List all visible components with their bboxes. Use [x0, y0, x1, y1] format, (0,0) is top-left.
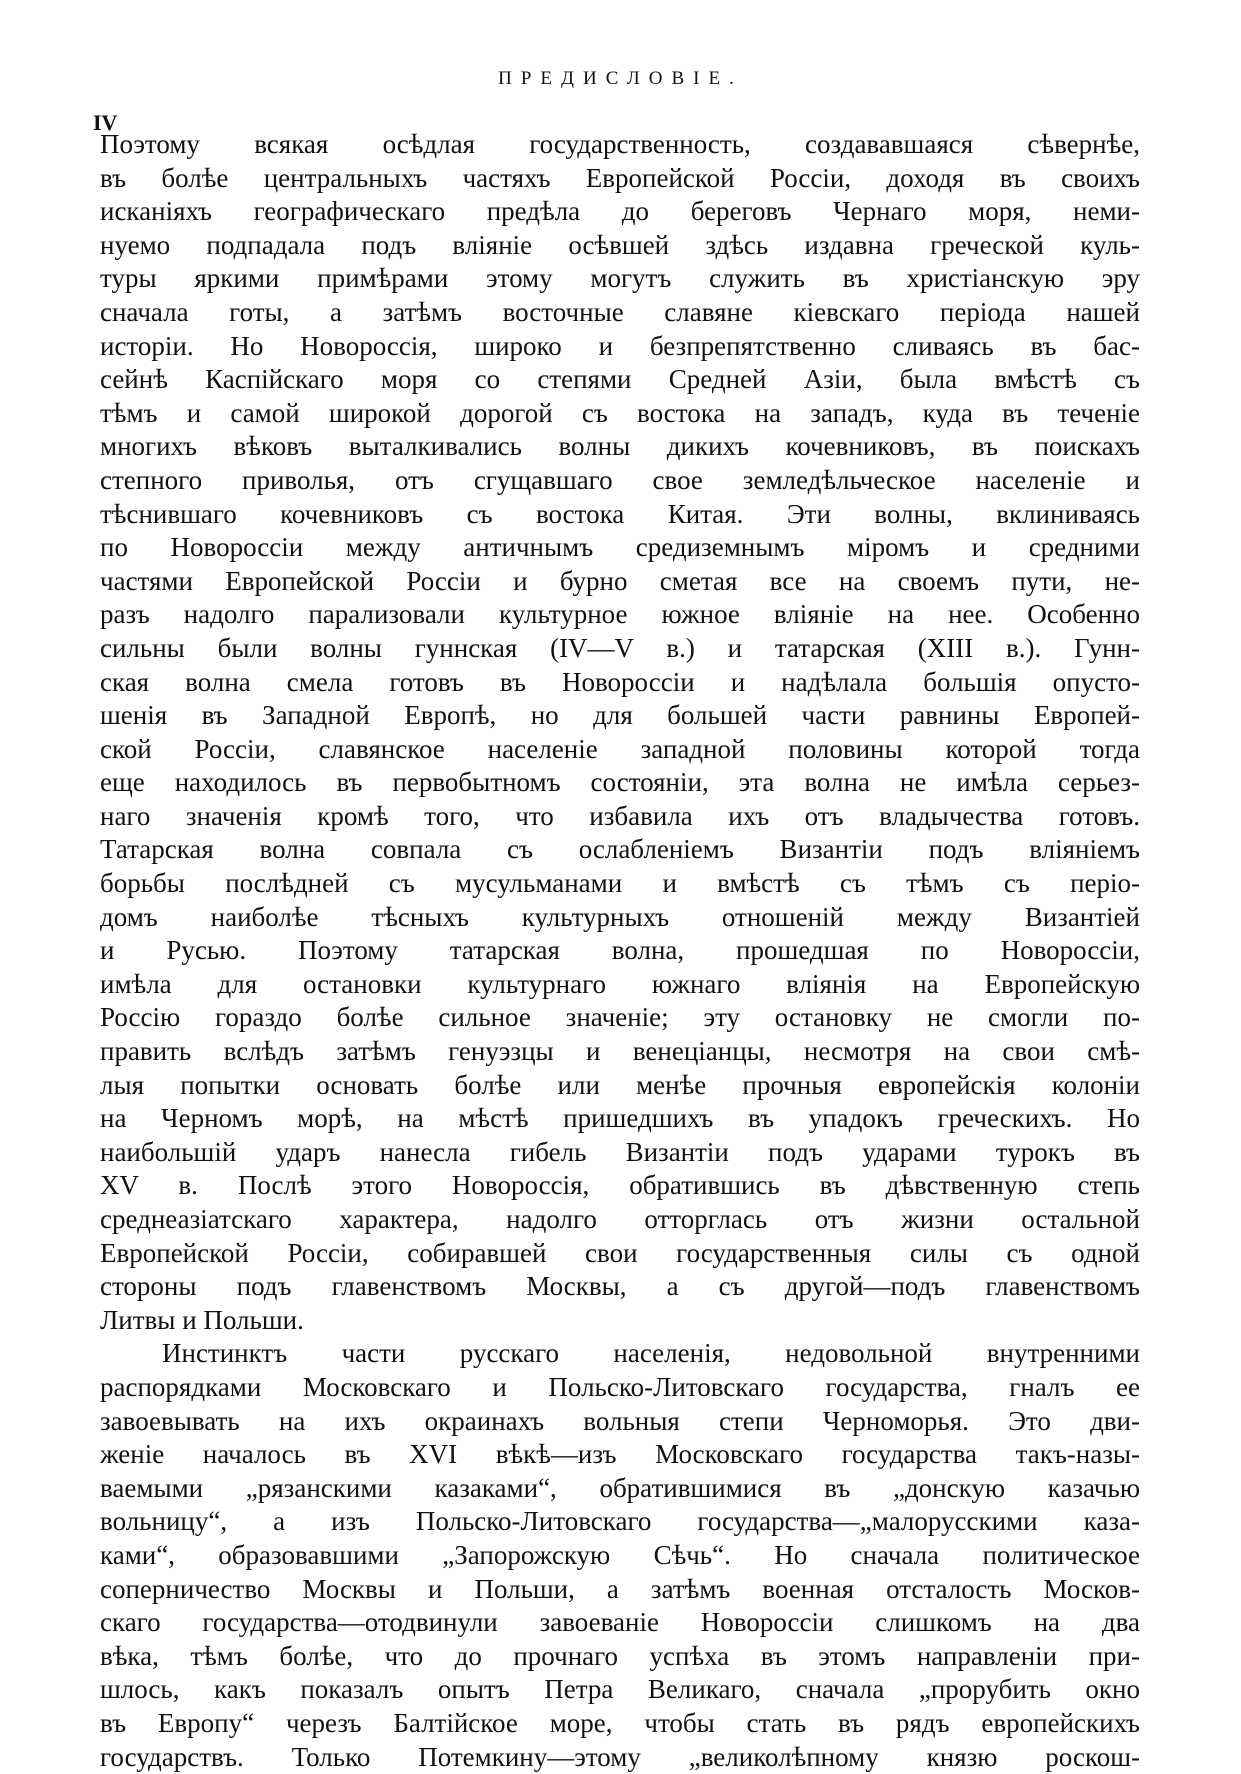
- page-number: IV: [93, 110, 117, 136]
- text-line: многихъ вѣковъ выталкивались волны дикихъ кочевниковъ, въ поискахъ: [100, 430, 1140, 464]
- text-line: Татарская волна совпала съ ослабленіемъ Византіи подъ вліяніемъ: [100, 833, 1140, 867]
- text-line: тѣснившаго кочевниковъ съ востока Китая. Эти волны, вклиниваясь: [100, 498, 1140, 532]
- text-line: Россію гораздо болѣе сильное значеніе; эту остановку не смогли по-: [100, 1001, 1140, 1035]
- text-line: сейнѣ Каспійскаго моря со степями Средней Азіи, была вмѣстѣ съ: [100, 363, 1140, 397]
- text-line: исторіи. Но Новороссія, широко и безпрепятственно сливаясь въ бас-: [100, 330, 1140, 364]
- text-line: исканіяхъ географическаго предѣла до береговъ Чернаго моря, неми-: [100, 195, 1140, 229]
- text-line: на Черномъ морѣ, на мѣстѣ пришедшихъ въ упадокъ греческихъ. Но: [100, 1102, 1140, 1136]
- text-line: и Русью. Поэтому татарская волна, прошедшая по Новороссіи,: [100, 934, 1140, 968]
- text-line: имѣла для остановки культурнаго южнаго вліянія на Европейскую: [100, 968, 1140, 1002]
- text-line: шенія въ Западной Европѣ, но для большей части равнины Европей-: [100, 699, 1140, 733]
- paragraph: [100, 1337, 1140, 1774]
- text-line: женіе началось въ XVI вѣкѣ—изъ Московскаго государства такъ-назы-: [100, 1438, 1140, 1472]
- text-line: домъ наиболѣе тѣсныхъ культурныхъ отношеній между Византіей: [100, 901, 1140, 935]
- text-line: вѣка, тѣмъ болѣе, что до прочнаго успѣха въ этомъ направленіи при-: [100, 1640, 1140, 1674]
- text-line: сильны были волны гуннская (IV—V в.) и татарская (XIII в.). Гунн-: [100, 632, 1140, 666]
- text-line: тѣмъ и самой широкой дорогой съ востока на западъ, куда въ теченіе: [100, 397, 1140, 431]
- text-line: Литвы и Польши.: [100, 1304, 1140, 1338]
- text-line: Европейской Россіи, собиравшей свои государственныя силы съ одной: [100, 1237, 1140, 1271]
- text-line: ская волна смела готовъ въ Новороссіи и надѣлала большія опусто-: [100, 666, 1140, 700]
- text-line: править вслѣдъ затѣмъ генуэзцы и венеціанцы, несмотря на свои смѣ-: [100, 1035, 1140, 1069]
- text-line: вольницу“, а изъ Польско-Литовскаго государства—„малорусскими каза-: [100, 1505, 1140, 1539]
- text-line: въ Европу“ черезъ Балтійское море, чтобы стать въ рядъ европейскихъ: [100, 1707, 1140, 1741]
- text-line: стороны подъ главенствомъ Москвы, а съ другой—подъ главенствомъ: [100, 1270, 1140, 1304]
- text-line: по Новороссіи между античнымъ средиземнымъ міромъ и средними: [100, 531, 1140, 565]
- text-line: распорядками Московскаго и Польско-Литовскаго государства, гналъ ее: [100, 1371, 1140, 1405]
- text-line: Инстинктъ части русскаго населенія, недовольной внутренними: [100, 1337, 1140, 1371]
- text-line: государствъ. Только Потемкину—этому „великолѣпному князю роскош-: [100, 1741, 1140, 1774]
- text-line: шлось, какъ показалъ опытъ Петра Великаго, сначала „прорубить окно: [100, 1673, 1140, 1707]
- text-line: нуемо подпадала подъ вліяніе осѣвшей здѣсь издавна греческой куль-: [100, 229, 1140, 263]
- text-line: соперничество Москвы и Польши, а затѣмъ военная отсталость Москов-: [100, 1573, 1140, 1607]
- text-line: разъ надолго парализовали культурное южное вліяніе на нее. Особенно: [100, 598, 1140, 632]
- text-line: частями Европейской Россіи и бурно сметая все на своемъ пути, не-: [100, 565, 1140, 599]
- text-line: туры яркими примѣрами этому могутъ служить въ христіанскую эру: [100, 262, 1140, 296]
- text-line: XV в. Послѣ этого Новороссія, обратившись въ дѣвственную степь: [100, 1169, 1140, 1203]
- text-line: сначала готы, а затѣмъ восточные славяне кіевскаго періода нашей: [100, 296, 1140, 330]
- paragraph: [100, 128, 1140, 1337]
- text-line: завоевывать на ихъ окраинахъ вольныя степи Черноморья. Это дви-: [100, 1405, 1140, 1439]
- text-line: борьбы послѣдней съ мусульманами и вмѣстѣ съ тѣмъ съ періо-: [100, 867, 1140, 901]
- text-line: въ болѣе центральныхъ частяхъ Европейской Россіи, доходя въ своихъ: [100, 162, 1140, 196]
- running-title: ПРЕДИСЛОВІЕ.: [0, 68, 1241, 90]
- text-line: Поэтому всякая осѣдлая государственность, создававшаяся сѣвернѣе,: [100, 128, 1140, 162]
- text-line: степного приволья, отъ сгущавшаго свое земледѣльческое населеніе и: [100, 464, 1140, 498]
- text-line: еще находилось въ первобытномъ состояніи, эта волна не имѣла серьез-: [100, 766, 1140, 800]
- text-line: лыя попытки основать болѣе или менѣе прочныя европейскія колоніи: [100, 1069, 1140, 1103]
- text-line: наго значенія кромѣ того, что избавила ихъ отъ владычества готовъ.: [100, 800, 1140, 834]
- text-line: ской Россіи, славянское населеніе западной половины которой тогда: [100, 733, 1140, 767]
- text-line: наибольшій ударъ нанесла гибель Византіи подъ ударами турокъ въ: [100, 1136, 1140, 1170]
- text-line: скаго государства—отодвинули завоеваніе Новороссіи слишкомъ на два: [100, 1606, 1140, 1640]
- body-text: [100, 128, 1140, 1774]
- text-line: ваемыми „рязанскими казаками“, обратившимися въ „донскую казачью: [100, 1472, 1140, 1506]
- text-line: ками“, образовавшими „Запорожскую Сѣчь“. Но сначала политическое: [100, 1539, 1140, 1573]
- text-line: среднеазіатскаго характера, надолго отторглась отъ жизни остальной: [100, 1203, 1140, 1237]
